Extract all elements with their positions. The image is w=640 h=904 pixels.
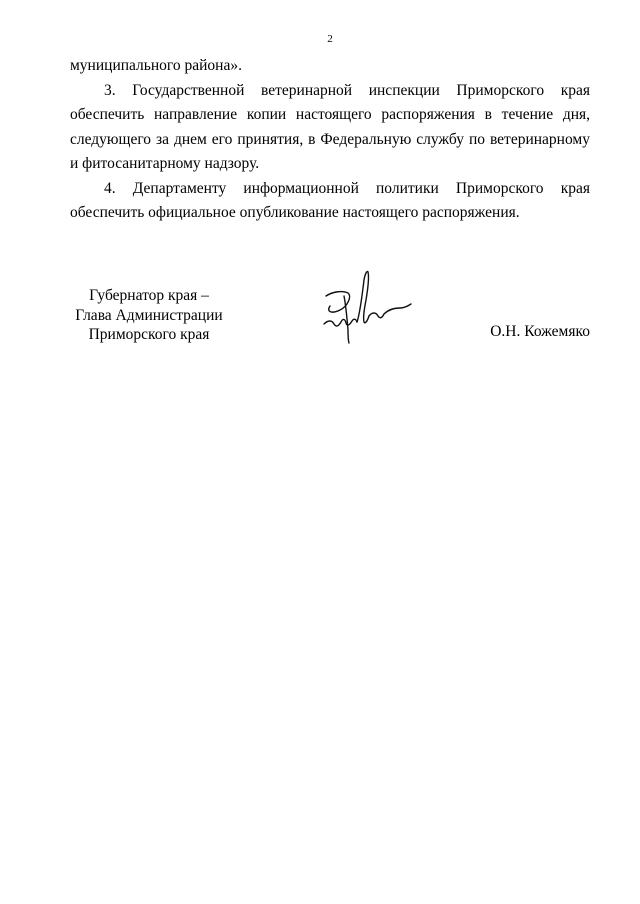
signatory-title-line: Глава Администрации [75,306,223,324]
paragraph-continuation: муниципального района». [70,57,242,74]
handwritten-signature [318,266,414,346]
document-body [70,54,590,226]
paragraph-item-4: 4. Департаменту информационной политики Приморского края обеспечить официальное опубликование настоящего распоряжения. [70,179,590,221]
signatory-title [64,286,234,345]
signatory-title-line: Приморского края [88,326,210,343]
signatory-title-line: Губернатор края – [89,287,209,304]
paragraph-item-3: 3. Государственной ветеринарной инспекции Приморского края обеспечить направление копии настоящего распоряжения в течение дня, следующего за днем его принятия, в Федеральную службу по ветеринарному и фитосанитарному надзору. [70,81,590,172]
signatory-name: О.Н. Кожемяко [490,323,590,340]
page-number: 2 [327,33,333,45]
